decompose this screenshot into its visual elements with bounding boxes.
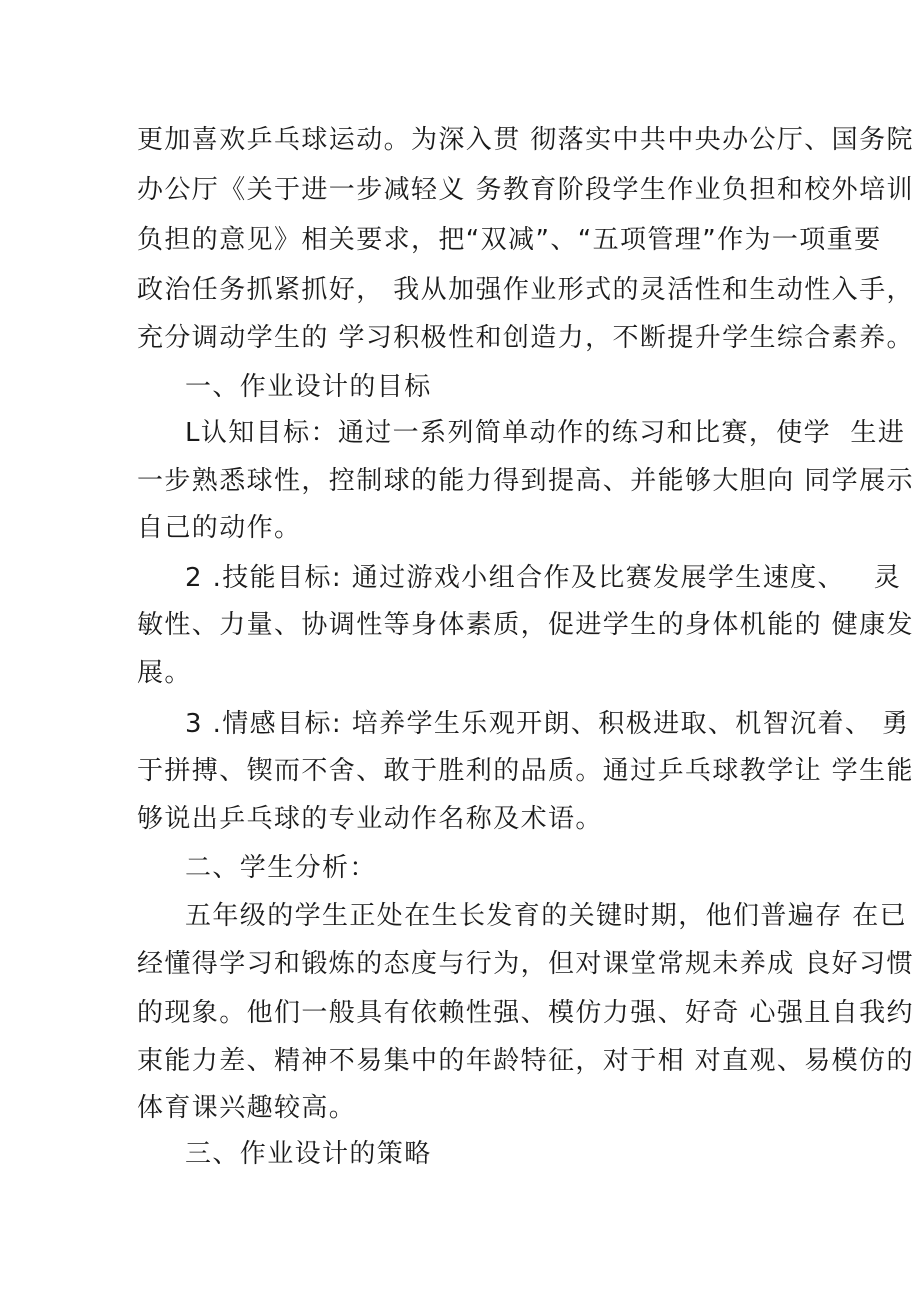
text-line: 一步熟悉球性，控制球的能力得到提高、并能够大胆向 同学展示 [137, 466, 914, 496]
text-line: 3 .情感目标: 培养学生乐观开朗、积极进取、机智沉着、 勇 [185, 709, 910, 739]
text-line: 于拼搏、锲而不舍、敢于胜利的品质。通过乒乓球教学让 学生能 [137, 756, 914, 786]
text-line: 展。 [137, 658, 192, 688]
text-line: 更加喜欢乒乓球运动。为深入贯 彻落实中共中央办公厅、国务院 [137, 125, 914, 155]
section-heading: 二、学生分析： [185, 853, 377, 883]
text-line: 五年级的学生正处在生长发育的关键时期，他们普遍存 在已 [185, 901, 908, 931]
text-line: 束能力差、精神不易集中的年龄特征，对于相 对直观、易模仿的 [137, 1046, 914, 1076]
text-line: 自己的动作。 [137, 513, 302, 543]
section-heading: 三、作业设计的策略 [185, 1139, 432, 1169]
text-line: 的现象。他们一般具有依赖性强、模仿力强、好奇 心强且自我约 [137, 998, 914, 1028]
text-line: 体育课兴趣较高。 [137, 1093, 357, 1123]
text-line: 办公厅《关于进一步减轻义 务教育阶段学生作业负担和校外培训 [137, 175, 914, 205]
text-line: 经懂得学习和锻炼的态度与行为，但对课堂常规未养成 良好习惯 [137, 949, 914, 979]
text-line: 2 .技能目标: 通过游戏小组合作及比赛发展学生速度、 灵 [185, 563, 902, 593]
text-line: 够说出乒乓球的专业动作名称及术语。 [137, 804, 603, 834]
text-line: L认知目标：通过一系列简单动作的练习和比赛，使学 生进 [185, 418, 906, 448]
text-line: 充分调动学生的 学习积极性和创造力，不断提升学生综合素养。 [137, 323, 914, 353]
text-line: 敏性、力量、协调性等身体素质，促进学生的身体机能的 健康发 [137, 610, 914, 640]
text-line: 政治任务抓紧抓好， 我从加强作业形式的灵活性和生动性入手， [137, 275, 914, 305]
section-heading: 一、作业设计的目标 [185, 372, 432, 402]
text-line: 负担的意见》相关要求，把“双减”、“五项管理”作为一项重要 [137, 225, 882, 255]
